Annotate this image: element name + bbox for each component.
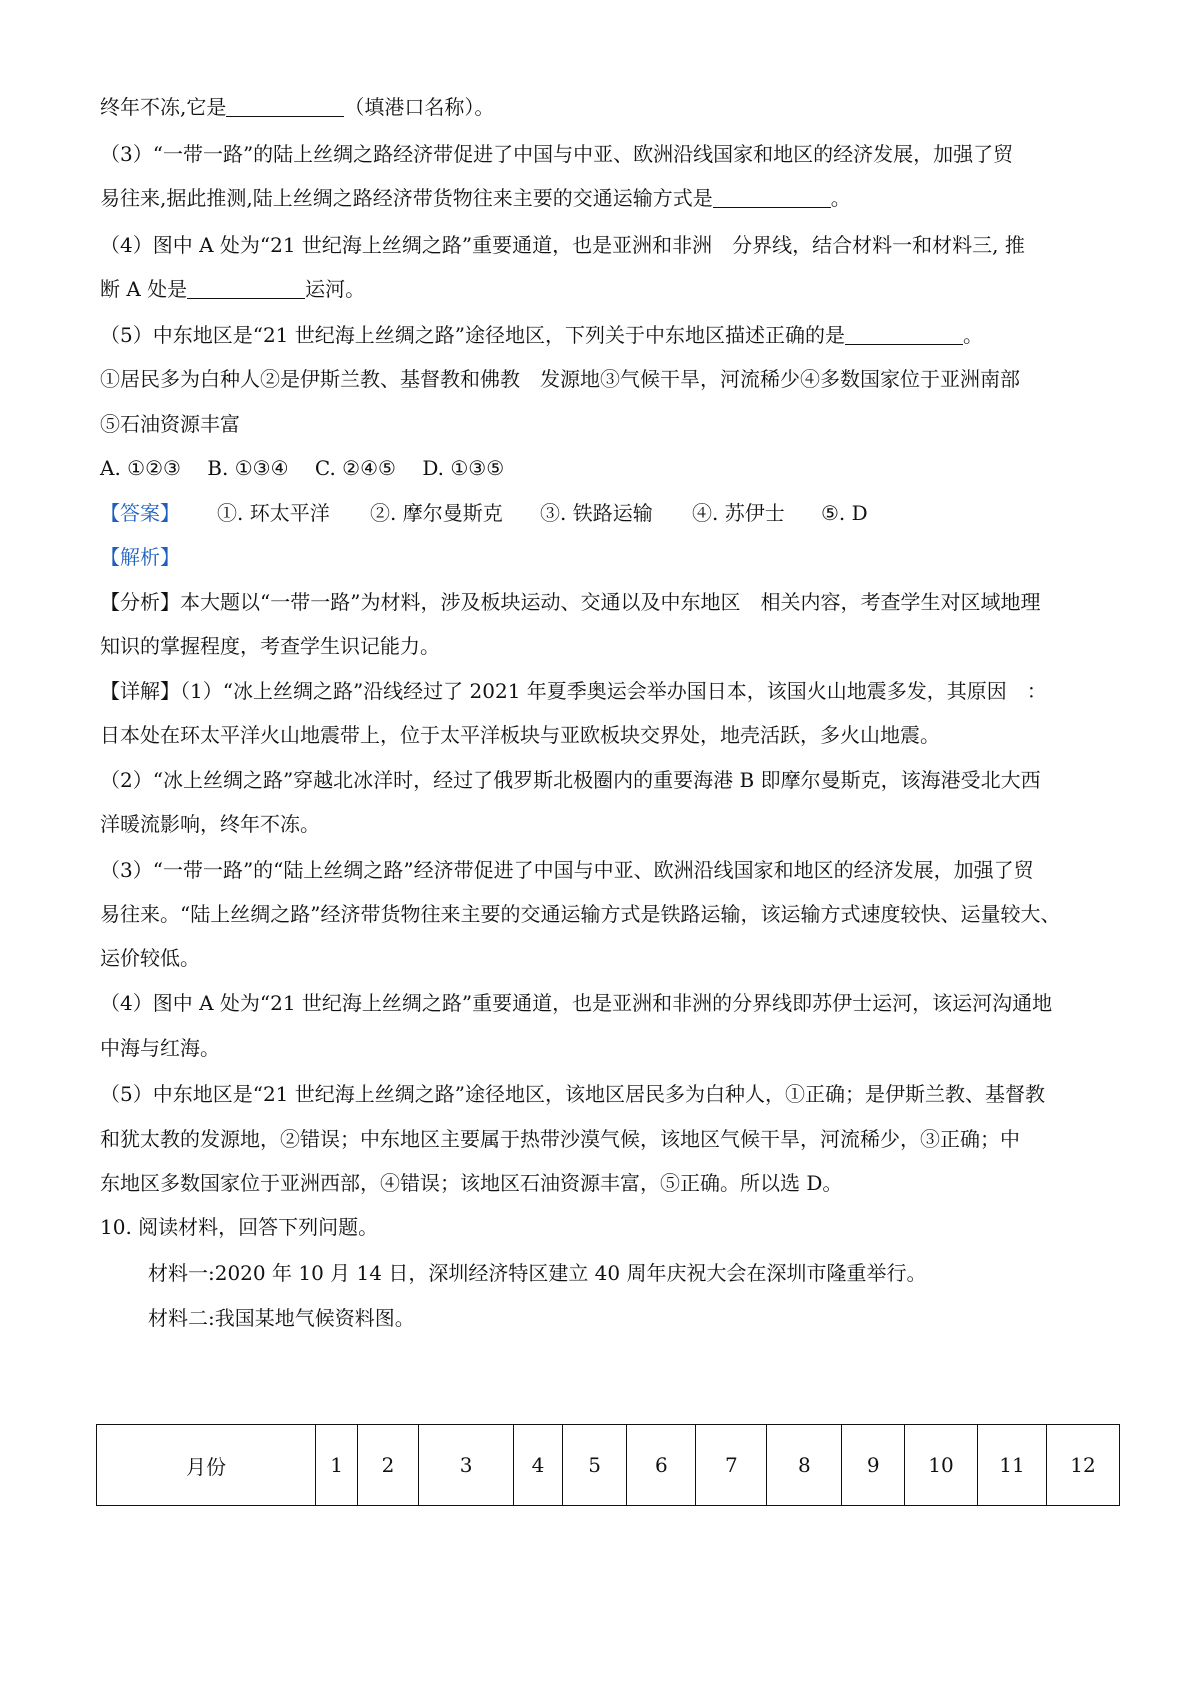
month-cell: 7 — [696, 1425, 767, 1506]
analysis-fx-1: 【分析】本大题以“一带一路”为材料，涉及板块运动、交通以及中东地区 相关内容，考查学生对区域地理 — [100, 590, 1041, 614]
answer-item: ③. 铁路运输 — [540, 501, 653, 525]
q9-line-7: ①居民多为白种人②是伊斯兰教、基督教和佛教 发源地③气候干旱，河流稀少④多数国家位于亚洲南部 — [100, 367, 1020, 391]
month-cell: 3 — [418, 1425, 514, 1506]
detail-2b: 洋暖流影响，终年不冻。 — [100, 812, 320, 836]
answer-blank — [845, 324, 963, 345]
answer-blank — [713, 187, 831, 208]
detail-1b: 日本处在环太平洋火山地震带上，位于太平洋板块与亚欧板块交界处，地壳活跃，多火山地震。 — [100, 723, 940, 747]
q9-line-8: ⑤石油资源丰富 — [100, 412, 240, 436]
detail-4a: （4）图中 A 处为“21 世纪海上丝绸之路”重要通道，也是亚洲和非洲的分界线即苏伊士运河，该运河沟通地 — [100, 991, 1053, 1015]
answer-item: ⑤. D — [821, 501, 868, 525]
text: 。 — [962, 323, 983, 347]
detail-4b: 中海与红海。 — [100, 1036, 220, 1060]
q9-options: A. ①②③ B. ①③④ C. ②④⑤ D. ①③⑤ — [100, 456, 505, 480]
q10-title: 10. 阅读材料，回答下列问题。 — [100, 1215, 379, 1239]
month-cell: 8 — [767, 1425, 842, 1506]
detail-3a: （3）“一带一路”的“陆上丝绸之路”经济带促进了中国与中亚、欧洲沿线国家和地区的经济发展，加强了贸 — [100, 858, 1034, 882]
text: （5）中东地区是“21 世纪海上丝绸之路”途径地区，下列关于中东地区描述正确的是 — [100, 323, 845, 347]
answer-label: 【答案】 — [100, 501, 180, 525]
month-cell: 4 — [514, 1425, 562, 1506]
analysis-fx-2: 知识的掌握程度，考查学生识记能力。 — [100, 634, 440, 658]
q9-line-1 — [100, 94, 494, 120]
text: 运河。 — [305, 277, 366, 301]
detail-5c: 东地区多数国家位于亚洲西部，④错误；该地区石油资源丰富，⑤正确。所以选 D。 — [100, 1171, 843, 1195]
answer-blank — [226, 96, 344, 117]
q9-line-6 — [100, 322, 983, 348]
table-header-cell: 月份 — [97, 1425, 316, 1506]
analysis-label: 【解析】 — [100, 545, 180, 569]
answer-item: ②. 摩尔曼斯克 — [370, 501, 503, 525]
climate-table — [96, 1424, 1120, 1506]
material-2: 材料二:我国某地气候资料图。 — [148, 1306, 415, 1330]
month-cell: 9 — [842, 1425, 905, 1506]
month-cell: 2 — [358, 1425, 419, 1506]
detail-3c: 运价较低。 — [100, 946, 200, 970]
text: 断 A 处是 — [100, 277, 188, 301]
q9-line-5 — [100, 276, 365, 302]
text: 易往来,据此推测,陆上丝绸之路经济带货物往来主要的交通运输方式是 — [100, 186, 713, 210]
text: （填港口名称）。 — [344, 95, 495, 119]
answer-blank — [187, 278, 305, 299]
q9-line-2: （3）“一带一路”的陆上丝绸之路经济带促进了中国与中亚、欧洲沿线国家和地区的经济发展，加强了贸 — [100, 142, 1014, 166]
text: 终年不冻,它是 — [100, 95, 227, 119]
detail-2a: （2）“冰上丝绸之路”穿越北冰洋时，经过了俄罗斯北极圈内的重要海港 B 即摩尔曼斯克，该海港受北大西 — [100, 768, 1041, 792]
answer-line — [100, 500, 868, 526]
text: 。 — [830, 186, 851, 210]
month-cell: 12 — [1046, 1425, 1119, 1506]
answer-item: ①. 环太平洋 — [217, 501, 330, 525]
detail-5a: （5）中东地区是“21 世纪海上丝绸之路”途径地区，该地区居民多为白种人，①正确；是伊斯兰教、基督教 — [100, 1082, 1045, 1106]
detail-3b: 易往来。“陆上丝绸之路”经济带货物往来主要的交通运输方式是铁路运输，该运输方式速度较快、运量较大、 — [100, 902, 1061, 926]
detail-1a: 【详解】（1）“冰上丝绸之路”沿线经过了 2021 年夏季奥运会举办国日本，该国火山地震多发，其原因 ： — [100, 679, 1047, 703]
month-cell: 11 — [978, 1425, 1047, 1506]
month-cell: 6 — [627, 1425, 696, 1506]
month-cell: 5 — [562, 1425, 627, 1506]
q9-line-4: （4）图中 A 处为“21 世纪海上丝绸之路”重要通道，也是亚洲和非洲 分界线，结合材料一和材料三, 推 — [100, 233, 1025, 257]
month-cell: 1 — [315, 1425, 357, 1506]
month-cell: 10 — [905, 1425, 978, 1506]
table-row — [97, 1425, 1120, 1506]
q9-line-3 — [100, 185, 851, 211]
answer-item: ④. 苏伊士 — [692, 501, 785, 525]
detail-5b: 和犹太教的发源地，②错误；中东地区主要属于热带沙漠气候，该地区气候干旱，河流稀少，③正确；中 — [100, 1127, 1020, 1151]
material-1: 材料一:2020 年 10 月 14 日，深圳经济特区建立 40 周年庆祝大会在深圳市隆重举行。 — [148, 1261, 927, 1285]
